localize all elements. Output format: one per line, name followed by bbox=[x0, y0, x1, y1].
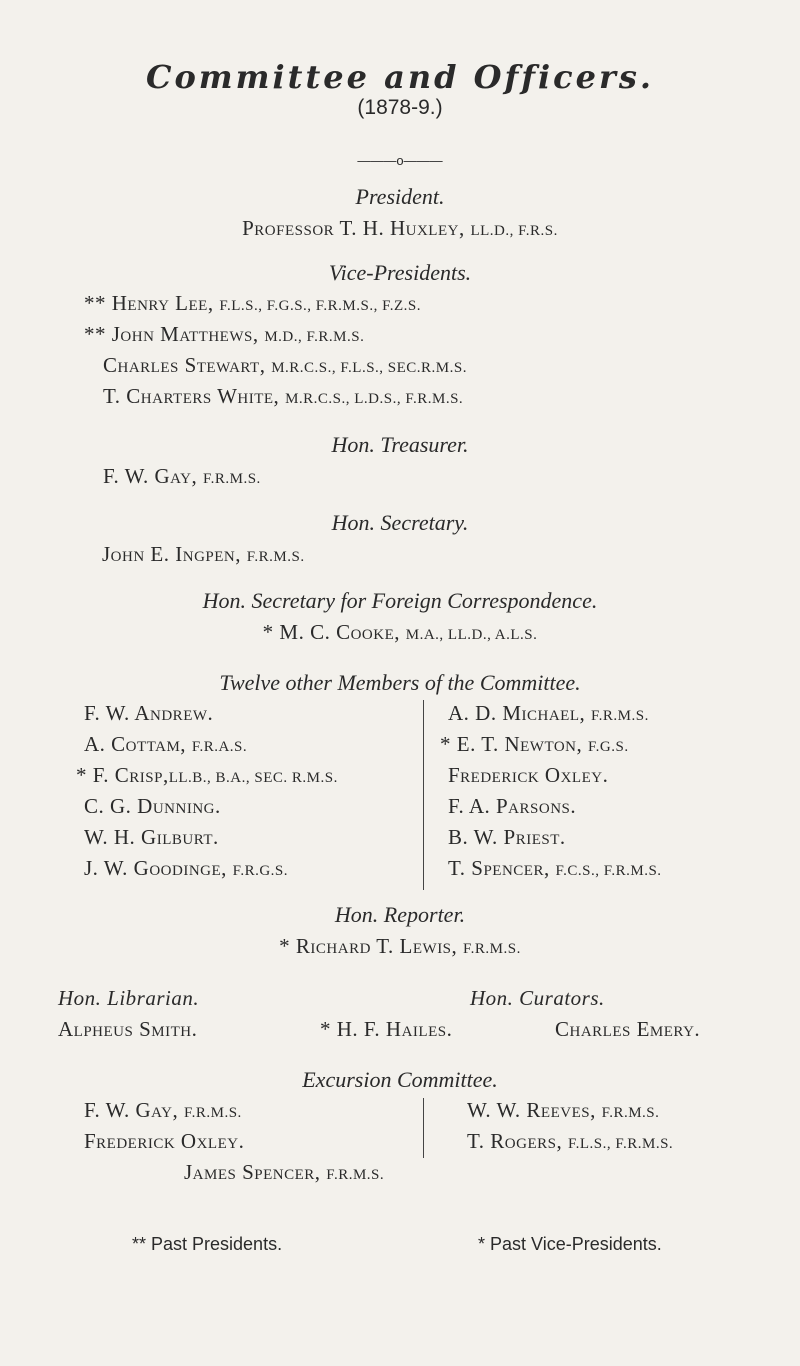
person-name: C. G. Dunning. bbox=[84, 794, 221, 818]
committee-member bbox=[84, 701, 213, 726]
excursion-member bbox=[184, 1160, 384, 1185]
committee-member bbox=[440, 732, 629, 757]
person-qualifications: LL.D., F.R.S. bbox=[470, 223, 558, 239]
session-years: (1878-9.) bbox=[357, 96, 443, 119]
excursion-member bbox=[84, 1129, 244, 1154]
person-name: F. A. Parsons. bbox=[448, 794, 577, 818]
secretary-heading: Hon. Secretary. bbox=[331, 510, 469, 535]
person-name: Charles Stewart, bbox=[103, 353, 266, 377]
divider-ornament: ———o——— bbox=[357, 153, 443, 168]
president-entry bbox=[0, 216, 800, 241]
person-qualifications: F.R.M.S. bbox=[246, 549, 305, 565]
secretary-entry bbox=[102, 542, 305, 567]
excursion-heading: Excursion Committee. bbox=[302, 1067, 498, 1092]
treasurer-heading: Hon. Treasurer. bbox=[331, 432, 469, 457]
committee-member bbox=[448, 701, 649, 726]
person-name: M. C. Cooke, bbox=[279, 620, 400, 644]
curators-heading: Hon. Curators. bbox=[470, 986, 605, 1010]
person-name: W. W. Reeves, bbox=[467, 1098, 596, 1122]
person-name: Frederick Oxley. bbox=[448, 763, 609, 787]
curator-name: * H. F. Hailes. bbox=[320, 1017, 453, 1041]
curator-name: Charles Emery. bbox=[555, 1017, 701, 1041]
person-qualifications: F.R.M.S. bbox=[591, 708, 649, 724]
excursion-member bbox=[84, 1098, 242, 1123]
person-name: B. W. Priest. bbox=[448, 825, 566, 849]
committee-member bbox=[448, 825, 566, 850]
footnote-past-vice-presidents: * Past Vice-Presidents. bbox=[478, 1234, 662, 1254]
person-qualifications: M.A., LL.D., A.L.S. bbox=[405, 627, 538, 643]
committee-member bbox=[84, 794, 221, 819]
person-name: W. H. Gilburt. bbox=[84, 825, 219, 849]
person-name: John Matthews, bbox=[111, 322, 259, 346]
committee-member bbox=[84, 825, 219, 850]
person-qualifications: F.R.M.S. bbox=[183, 1105, 242, 1121]
column-divider bbox=[423, 1098, 424, 1158]
person-qualifications: F.R.M.S. bbox=[326, 1167, 385, 1183]
person-name: Richard T. Lewis, bbox=[295, 934, 458, 958]
vice-president-entry bbox=[103, 353, 467, 378]
reporter-entry bbox=[0, 934, 800, 959]
person-qualifications: F.L.S., F.R.M.S. bbox=[567, 1136, 674, 1152]
person-qualifications: F.R.M.S. bbox=[463, 941, 521, 957]
committee-heading: Twelve other Members of the Committee. bbox=[219, 670, 581, 695]
person-name: A. Cottam, bbox=[84, 732, 187, 756]
column-divider bbox=[423, 700, 424, 890]
person-name: F. W. Andrew. bbox=[84, 701, 214, 725]
person-name: F. W. Gay, bbox=[103, 464, 198, 488]
person-name: F. W. Gay, bbox=[84, 1098, 179, 1122]
foreign-secretary-heading: Hon. Secretary for Foreign Correspondence. bbox=[202, 588, 598, 613]
person-qualifications: F.R.M.S. bbox=[202, 471, 261, 487]
person-qualifications: F.R.M.S. bbox=[601, 1105, 660, 1121]
committee-member bbox=[76, 763, 338, 788]
footnote-past-presidents: ** Past Presidents. bbox=[132, 1234, 283, 1254]
vice-president-entry bbox=[103, 384, 463, 409]
committee-member bbox=[448, 763, 608, 788]
person-name: T. Spencer, bbox=[448, 856, 550, 880]
excursion-member bbox=[467, 1098, 659, 1123]
person-name: * F. Crisp, bbox=[76, 763, 169, 787]
committee-member bbox=[448, 856, 662, 881]
person-qualifications: F.R.G.S. bbox=[232, 863, 288, 879]
person-name: T. Rogers, bbox=[467, 1129, 563, 1153]
footnote-mark: * bbox=[262, 620, 274, 644]
vice-president-entry bbox=[84, 322, 364, 347]
person-name: T. Charters White, bbox=[103, 384, 280, 408]
person-name: John E. Ingpen, bbox=[102, 542, 241, 566]
footnote-mark: * bbox=[279, 934, 291, 958]
person-name: * E. T. Newton, bbox=[440, 732, 583, 756]
excursion-member bbox=[467, 1129, 673, 1154]
footnote-mark: ** bbox=[84, 322, 106, 346]
person-name: James Spencer, bbox=[184, 1160, 321, 1184]
person-qualifications: F.R.A.S. bbox=[191, 739, 248, 755]
committee-member bbox=[84, 856, 288, 881]
committee-member bbox=[448, 794, 576, 819]
person-qualifications: M.D., F.R.M.S. bbox=[264, 329, 365, 345]
treasurer-entry bbox=[103, 464, 261, 489]
footnote-mark: ** bbox=[84, 291, 106, 315]
vice-president-entry bbox=[84, 291, 421, 316]
president-heading: President. bbox=[355, 184, 445, 209]
person-qualifications: F.L.S., F.G.S., F.R.M.S., F.Z.S. bbox=[219, 298, 422, 314]
person-qualifications: M.R.C.S., F.L.S., SEC.R.M.S. bbox=[271, 360, 467, 376]
librarian-name: Alpheus Smith. bbox=[58, 1017, 198, 1041]
person-name: Frederick Oxley. bbox=[84, 1129, 245, 1153]
reporter-heading: Hon. Reporter. bbox=[334, 902, 466, 927]
person-qualifications: LL.B., B.A., SEC. R.M.S. bbox=[168, 770, 338, 786]
committee-member bbox=[84, 732, 247, 757]
person-name: A. D. Michael, bbox=[448, 701, 586, 725]
person-name: Henry Lee, bbox=[111, 291, 214, 315]
librarian-heading: Hon. Librarian. bbox=[58, 986, 200, 1010]
person-qualifications: M.R.C.S., L.D.S., F.R.M.S. bbox=[285, 391, 464, 407]
person-qualifications: F.C.S., F.R.M.S. bbox=[555, 863, 662, 879]
foreign-secretary-entry bbox=[0, 620, 800, 645]
person-qualifications: F.G.S. bbox=[588, 739, 629, 755]
page-title: Committee and Officers. bbox=[145, 58, 655, 96]
person-name: Professor T. H. Huxley, bbox=[242, 216, 465, 240]
person-name: J. W. Goodinge, bbox=[84, 856, 227, 880]
vice-presidents-heading: Vice-Presidents. bbox=[328, 260, 472, 285]
